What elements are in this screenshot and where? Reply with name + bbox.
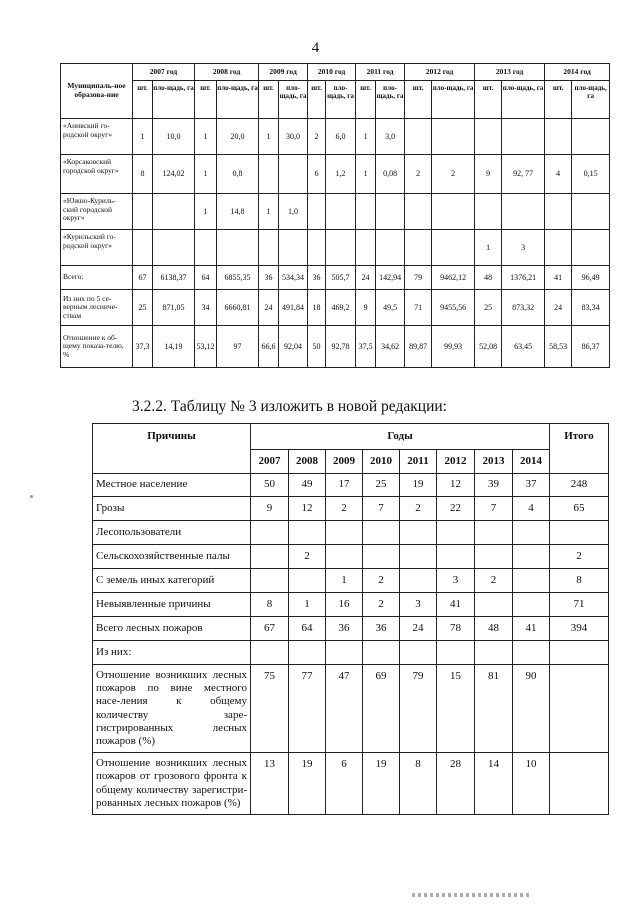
table-cell: 3 bbox=[400, 593, 437, 617]
table-cell bbox=[400, 569, 437, 593]
table-cell bbox=[475, 593, 513, 617]
table-cell bbox=[502, 119, 545, 155]
table-cell: 14,8 bbox=[217, 194, 259, 230]
table-cell: 99,93 bbox=[432, 326, 475, 368]
table-cell bbox=[363, 521, 400, 545]
table-cell: 41 bbox=[545, 266, 572, 290]
table-cell: 505,7 bbox=[326, 266, 356, 290]
table-cell: 4 bbox=[513, 497, 550, 521]
row-label: С земель иных категорий bbox=[93, 569, 251, 593]
area-subheader: пло-щадь, га bbox=[376, 81, 405, 119]
row-label: «Курильский го-родской округ» bbox=[61, 230, 133, 266]
total-cell bbox=[550, 521, 609, 545]
total-cell: 71 bbox=[550, 593, 609, 617]
table-row bbox=[61, 230, 610, 266]
table-cell bbox=[259, 155, 279, 194]
table-cell: 47 bbox=[326, 665, 363, 753]
table-cell: 69 bbox=[363, 665, 400, 753]
table-cell: 92,04 bbox=[279, 326, 308, 368]
area-subheader: пло-щадь, га bbox=[572, 81, 610, 119]
table-cell: 24 bbox=[545, 290, 572, 326]
table-cell: 12 bbox=[289, 497, 326, 521]
row-label: Отношение возникших лесных пожаров от грозового фронта к общему количеству зарегистри-рованных лесных пожаров (%) bbox=[93, 753, 251, 815]
table-row bbox=[61, 155, 610, 194]
year-header: 2008 год bbox=[195, 64, 259, 81]
table-cell: 22 bbox=[437, 497, 475, 521]
table-cell: 41 bbox=[437, 593, 475, 617]
table-cell: 6660,81 bbox=[217, 290, 259, 326]
table-cell: 24 bbox=[400, 617, 437, 641]
total-cell: 248 bbox=[550, 474, 609, 497]
table-cell: 25 bbox=[133, 290, 153, 326]
table-cell bbox=[545, 194, 572, 230]
count-subheader: шт. bbox=[356, 81, 376, 119]
total-cell: 8 bbox=[550, 569, 609, 593]
table-cell: 92,78 bbox=[326, 326, 356, 368]
total-header: Итого bbox=[550, 424, 609, 474]
count-subheader: шт. bbox=[308, 81, 326, 119]
table-cell: 19 bbox=[289, 753, 326, 815]
count-subheader: шт. bbox=[405, 81, 432, 119]
table-cell bbox=[513, 593, 550, 617]
table-row bbox=[93, 593, 609, 617]
table-cell bbox=[432, 119, 475, 155]
table-cell bbox=[279, 155, 308, 194]
table-cell bbox=[308, 194, 326, 230]
year-header: 2013 год bbox=[475, 64, 545, 81]
table-cell bbox=[326, 521, 363, 545]
row-label: «Корсаковский городской округ» bbox=[61, 155, 133, 194]
table-cell bbox=[502, 194, 545, 230]
table-cell: 8 bbox=[400, 753, 437, 815]
table-cell: 24 bbox=[356, 266, 376, 290]
row-label: Из них по 5 се-верным лесниче-ствам bbox=[61, 290, 133, 326]
table-cell bbox=[437, 641, 475, 665]
table-cell bbox=[251, 641, 289, 665]
table-cell bbox=[513, 569, 550, 593]
table-cell bbox=[363, 641, 400, 665]
table-cell bbox=[432, 194, 475, 230]
table-cell: 142,94 bbox=[376, 266, 405, 290]
fires-by-municipality-table bbox=[60, 63, 610, 368]
row-label: «Анивский го-родской округ» bbox=[61, 119, 133, 155]
table-cell bbox=[133, 194, 153, 230]
table-row bbox=[61, 119, 610, 155]
table-cell: 9 bbox=[475, 155, 502, 194]
table-cell: 25 bbox=[475, 290, 502, 326]
table-cell: 36 bbox=[326, 617, 363, 641]
table-cell bbox=[279, 230, 308, 266]
table-cell: 1 bbox=[195, 155, 217, 194]
table-cell: 2 bbox=[289, 545, 326, 569]
municipality-header: Муниципаль-ное образова-ние bbox=[61, 64, 133, 119]
table-cell: 48 bbox=[475, 266, 502, 290]
table-cell bbox=[572, 194, 610, 230]
table-cell: 4 bbox=[545, 155, 572, 194]
year-header: 2014 bbox=[513, 450, 550, 474]
table-cell: 2 bbox=[475, 569, 513, 593]
table-cell: 96,49 bbox=[572, 266, 610, 290]
table-cell: 36 bbox=[259, 266, 279, 290]
table-cell bbox=[251, 521, 289, 545]
table-cell bbox=[259, 230, 279, 266]
table-cell: 28 bbox=[437, 753, 475, 815]
table-cell: 36 bbox=[308, 266, 326, 290]
table-cell bbox=[572, 230, 610, 266]
table-cell: 10,0 bbox=[153, 119, 195, 155]
table-cell bbox=[437, 521, 475, 545]
table-cell: 83,34 bbox=[572, 290, 610, 326]
table-cell: 25 bbox=[363, 474, 400, 497]
table-cell: 15 bbox=[437, 665, 475, 753]
table-cell bbox=[326, 194, 356, 230]
year-header: 2012 bbox=[437, 450, 475, 474]
row-label: Местное население bbox=[93, 474, 251, 497]
table-cell bbox=[513, 641, 550, 665]
table-cell: 9455,56 bbox=[432, 290, 475, 326]
table-cell: 2 bbox=[326, 497, 363, 521]
table-cell: 92, 77 bbox=[502, 155, 545, 194]
table-cell bbox=[545, 230, 572, 266]
table-cell: 1 bbox=[259, 194, 279, 230]
total-cell: 2 bbox=[550, 545, 609, 569]
table-cell bbox=[400, 641, 437, 665]
year-header: 2010 bbox=[363, 450, 400, 474]
table-cell: 75 bbox=[251, 665, 289, 753]
table-cell: 871,05 bbox=[153, 290, 195, 326]
table-cell bbox=[405, 119, 432, 155]
table-cell: 49 bbox=[289, 474, 326, 497]
row-label: Отношение к об-щему показа-телю, % bbox=[61, 326, 133, 368]
table-cell: 81 bbox=[475, 665, 513, 753]
table-cell bbox=[513, 521, 550, 545]
table-cell bbox=[475, 521, 513, 545]
table-cell: 7 bbox=[363, 497, 400, 521]
table-cell bbox=[513, 545, 550, 569]
table-cell: 1,2 bbox=[326, 155, 356, 194]
row-label: Грозы bbox=[93, 497, 251, 521]
table-row bbox=[61, 266, 610, 290]
scan-footer-mark bbox=[412, 893, 532, 897]
table-cell: 8 bbox=[133, 155, 153, 194]
table-cell: 9 bbox=[251, 497, 289, 521]
table-cell bbox=[475, 641, 513, 665]
table-row bbox=[61, 194, 610, 230]
year-header: 2009 год bbox=[259, 64, 308, 81]
table-cell: 6 bbox=[308, 155, 326, 194]
table-cell: 2 bbox=[432, 155, 475, 194]
row-label: Невыявленные причины bbox=[93, 593, 251, 617]
table-cell bbox=[356, 230, 376, 266]
count-subheader: шт. bbox=[133, 81, 153, 119]
table-cell bbox=[405, 230, 432, 266]
table-cell bbox=[153, 194, 195, 230]
table-cell bbox=[153, 230, 195, 266]
table-cell: 1 bbox=[195, 194, 217, 230]
area-subheader: пло-щадь, га bbox=[326, 81, 356, 119]
table-cell: 24 bbox=[259, 290, 279, 326]
table-cell: 49,5 bbox=[376, 290, 405, 326]
table-cell bbox=[475, 194, 502, 230]
scan-speck bbox=[30, 495, 33, 498]
table-cell: 1 bbox=[289, 593, 326, 617]
table-row bbox=[93, 617, 609, 641]
table-cell: 50 bbox=[251, 474, 289, 497]
table-cell bbox=[133, 230, 153, 266]
area-subheader: пло-щадь, га bbox=[153, 81, 195, 119]
table-cell: 14 bbox=[475, 753, 513, 815]
section-subtitle: 3.2.2. Таблицу № 3 изложить в новой редакции: bbox=[132, 398, 447, 415]
row-label: Отношение возникших лесных пожаров по вине местного насе-ления к общему количеству заре-гистрированных лесных пожаров (%) bbox=[93, 665, 251, 753]
table-cell: 1,0 bbox=[279, 194, 308, 230]
table-cell: 534,34 bbox=[279, 266, 308, 290]
table-cell: 66,6 bbox=[259, 326, 279, 368]
year-header: 2007 год bbox=[133, 64, 195, 81]
table-cell: 0,08 bbox=[376, 155, 405, 194]
table-cell bbox=[400, 545, 437, 569]
table-cell: 41 bbox=[513, 617, 550, 641]
table-cell: 89,87 bbox=[405, 326, 432, 368]
table-cell: 469,2 bbox=[326, 290, 356, 326]
row-label: Из них: bbox=[93, 641, 251, 665]
table-cell: 63,45 bbox=[502, 326, 545, 368]
table-cell bbox=[326, 230, 356, 266]
table-cell: 97 bbox=[217, 326, 259, 368]
table-cell: 90 bbox=[513, 665, 550, 753]
table-cell: 58,53 bbox=[545, 326, 572, 368]
table-cell: 37 bbox=[513, 474, 550, 497]
table-cell bbox=[432, 230, 475, 266]
table-cell bbox=[376, 230, 405, 266]
row-label: Лесопользователи bbox=[93, 521, 251, 545]
year-header: 2007 bbox=[251, 450, 289, 474]
table-cell: 2 bbox=[363, 593, 400, 617]
table-cell: 48 bbox=[475, 617, 513, 641]
area-subheader: пло-щадь, га bbox=[279, 81, 308, 119]
table-cell: 9 bbox=[356, 290, 376, 326]
table-cell bbox=[326, 641, 363, 665]
table-cell bbox=[405, 194, 432, 230]
table-cell: 34,62 bbox=[376, 326, 405, 368]
total-cell: 394 bbox=[550, 617, 609, 641]
table-cell: 36 bbox=[363, 617, 400, 641]
table-cell: 2 bbox=[363, 569, 400, 593]
table-cell: 0,15 bbox=[572, 155, 610, 194]
table-row bbox=[93, 569, 609, 593]
table-cell bbox=[572, 119, 610, 155]
table-row bbox=[93, 545, 609, 569]
table-cell bbox=[289, 641, 326, 665]
table-row bbox=[93, 753, 609, 815]
table-cell: 3,0 bbox=[376, 119, 405, 155]
count-subheader: шт. bbox=[259, 81, 279, 119]
table-cell: 0,8 bbox=[217, 155, 259, 194]
table-cell bbox=[437, 545, 475, 569]
reasons-header: Причины bbox=[93, 424, 251, 474]
table-cell bbox=[376, 194, 405, 230]
table-cell bbox=[363, 545, 400, 569]
table-cell: 52,08 bbox=[475, 326, 502, 368]
table-cell: 2 bbox=[308, 119, 326, 155]
page-number: 4 bbox=[311, 40, 320, 56]
year-header: 2012 год bbox=[405, 64, 475, 81]
table-row bbox=[61, 326, 610, 368]
table-cell bbox=[308, 230, 326, 266]
table-cell: 71 bbox=[405, 290, 432, 326]
year-header: 2014 год bbox=[545, 64, 610, 81]
table-cell: 37,5 bbox=[356, 326, 376, 368]
table-cell: 19 bbox=[363, 753, 400, 815]
table-cell: 1376,21 bbox=[502, 266, 545, 290]
area-subheader: пло-щадь, га bbox=[432, 81, 475, 119]
fire-causes-table bbox=[92, 423, 609, 815]
table-row bbox=[93, 641, 609, 665]
table-cell: 13 bbox=[251, 753, 289, 815]
table-cell: 6 bbox=[326, 753, 363, 815]
table-cell bbox=[195, 230, 217, 266]
table-cell: 124,02 bbox=[153, 155, 195, 194]
table-cell: 1 bbox=[259, 119, 279, 155]
table-cell bbox=[289, 569, 326, 593]
table-cell: 86,37 bbox=[572, 326, 610, 368]
table-cell: 1 bbox=[195, 119, 217, 155]
table-cell: 79 bbox=[400, 665, 437, 753]
table-cell: 10 bbox=[513, 753, 550, 815]
row-label: Всего: bbox=[61, 266, 133, 290]
table-cell bbox=[326, 545, 363, 569]
table-cell: 14,19 bbox=[153, 326, 195, 368]
table-cell bbox=[217, 230, 259, 266]
table-cell: 6,0 bbox=[326, 119, 356, 155]
table-cell: 491,84 bbox=[279, 290, 308, 326]
table-cell: 64 bbox=[289, 617, 326, 641]
table-cell bbox=[251, 569, 289, 593]
table-cell: 16 bbox=[326, 593, 363, 617]
table-cell bbox=[251, 545, 289, 569]
table-cell bbox=[356, 194, 376, 230]
count-subheader: шт. bbox=[195, 81, 217, 119]
table-cell: 77 bbox=[289, 665, 326, 753]
table-cell: 3 bbox=[502, 230, 545, 266]
table-cell bbox=[475, 119, 502, 155]
table-cell: 873,32 bbox=[502, 290, 545, 326]
table-cell: 67 bbox=[251, 617, 289, 641]
table-cell: 8 bbox=[251, 593, 289, 617]
year-header: 2010 год bbox=[308, 64, 356, 81]
total-cell bbox=[550, 641, 609, 665]
table-cell: 64 bbox=[195, 266, 217, 290]
table-row bbox=[93, 474, 609, 497]
year-header: 2013 bbox=[475, 450, 513, 474]
table-cell bbox=[289, 521, 326, 545]
table-row bbox=[93, 497, 609, 521]
year-header: 2009 bbox=[326, 450, 363, 474]
table-cell: 78 bbox=[437, 617, 475, 641]
area-subheader: пло-щадь, га bbox=[502, 81, 545, 119]
row-label: Всего лесных пожаров bbox=[93, 617, 251, 641]
table-cell bbox=[545, 119, 572, 155]
table-cell: 67 bbox=[133, 266, 153, 290]
table-cell: 18 bbox=[308, 290, 326, 326]
table-cell: 12 bbox=[437, 474, 475, 497]
total-cell bbox=[550, 665, 609, 753]
table-row bbox=[93, 521, 609, 545]
table-cell: 1 bbox=[133, 119, 153, 155]
area-subheader: пло-щадь, га bbox=[217, 81, 259, 119]
table-cell: 1 bbox=[326, 569, 363, 593]
table-cell: 1 bbox=[356, 119, 376, 155]
table-cell: 7 bbox=[475, 497, 513, 521]
table-cell: 1 bbox=[356, 155, 376, 194]
table-cell: 6855,35 bbox=[217, 266, 259, 290]
table-cell: 6138,37 bbox=[153, 266, 195, 290]
table-cell: 30,0 bbox=[279, 119, 308, 155]
count-subheader: шт. bbox=[545, 81, 572, 119]
table-cell: 17 bbox=[326, 474, 363, 497]
table-cell: 9462,12 bbox=[432, 266, 475, 290]
table-cell: 79 bbox=[405, 266, 432, 290]
year-header: 2011 bbox=[400, 450, 437, 474]
table-cell: 2 bbox=[405, 155, 432, 194]
table-cell bbox=[400, 521, 437, 545]
table-cell: 2 bbox=[400, 497, 437, 521]
table-cell: 20,0 bbox=[217, 119, 259, 155]
table-row bbox=[93, 665, 609, 753]
table-cell: 50 bbox=[308, 326, 326, 368]
years-header: Годы bbox=[251, 424, 550, 450]
year-header: 2008 bbox=[289, 450, 326, 474]
table-cell: 34 bbox=[195, 290, 217, 326]
count-subheader: шт. bbox=[475, 81, 502, 119]
table-cell: 39 bbox=[475, 474, 513, 497]
table-cell: 1 bbox=[475, 230, 502, 266]
table-cell bbox=[475, 545, 513, 569]
table-row bbox=[61, 290, 610, 326]
total-cell: 65 bbox=[550, 497, 609, 521]
row-label: Сельскохозяйственные палы bbox=[93, 545, 251, 569]
table-cell: 19 bbox=[400, 474, 437, 497]
table-cell: 53,12 bbox=[195, 326, 217, 368]
table-cell: 37,3 bbox=[133, 326, 153, 368]
year-header: 2011 год bbox=[356, 64, 405, 81]
table-cell: 3 bbox=[437, 569, 475, 593]
total-cell bbox=[550, 753, 609, 815]
row-label: «Южно-Куриль-ский городской округ» bbox=[61, 194, 133, 230]
